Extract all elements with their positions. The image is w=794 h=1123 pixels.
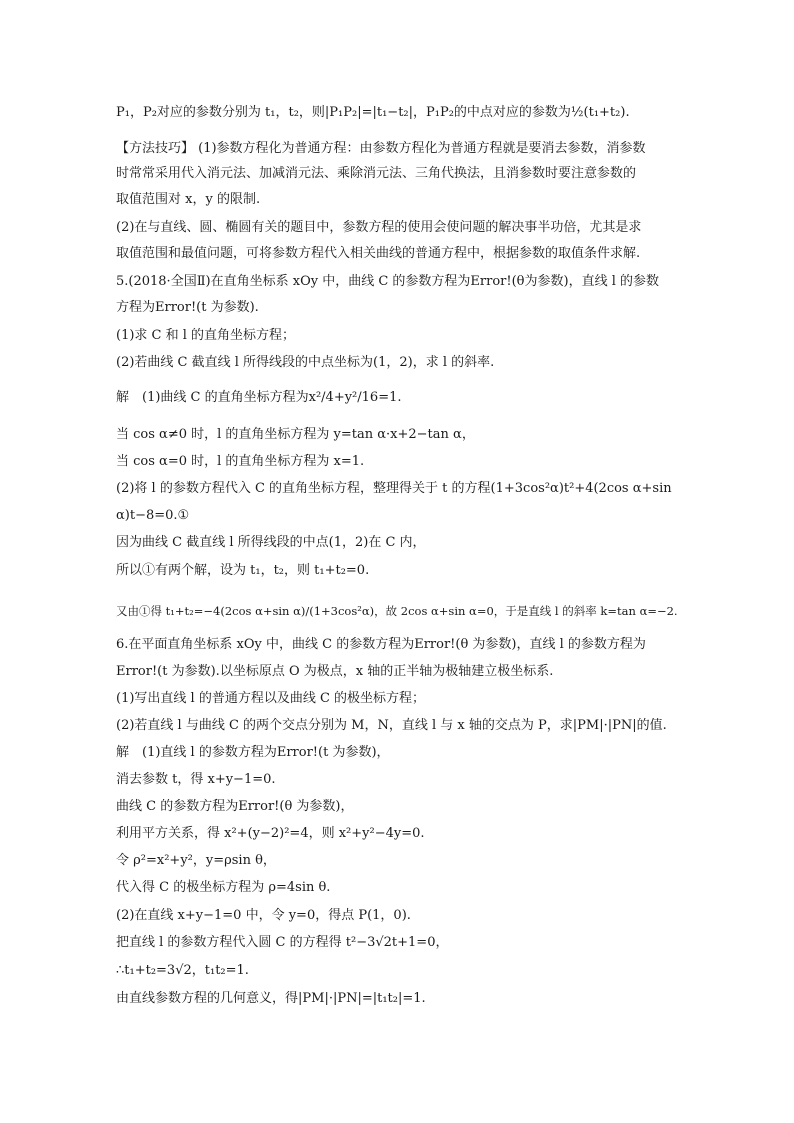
text-line: 因为曲线 C 截直线 l 所得线段的中点(1，2)在 C 内， — [116, 535, 426, 550]
text-line: P₁，P₂对应的参数分别为 t₁，t₂，则|P₁P₂|=|t₁−t₂|，P₁P₂的中点对应的参数为½(t₁+t₂). — [116, 105, 630, 120]
text-line: 时常常采用代入消元法、加减消元法、乘除消元法、三角代换法，且消参数时要注意参数的 — [116, 166, 637, 181]
text-line: 解 (1)曲线 C 的直角坐标方程为x²/4+y²/16=1. — [116, 390, 402, 405]
text-line: (2)将 l 的参数方程代入 C 的直角坐标方程，整理得关于 t 的方程(1+3cos²α)t²+4(2cos α+sin — [116, 481, 672, 496]
text-line: (1)写出直线 l 的普通方程以及曲线 C 的极坐标方程； — [116, 691, 426, 706]
text-line: 代入得 C 的极坐标方程为 ρ=4sin θ. — [116, 880, 331, 895]
text-line: 曲线 C 的参数方程为Error!(θ 为参数)， — [116, 799, 354, 814]
text-line: 方程为Error!(t 为参数). — [116, 300, 259, 315]
text-line: 解 (1)直线 l 的参数方程为Error!(t 为参数)， — [116, 745, 390, 760]
text-line: (2)在直线 x+y−1=0 中，令 y=0，得点 P(1，0). — [116, 908, 411, 923]
text-line: 取值范围对 x，y 的限制. — [116, 192, 261, 207]
text-line: (1)求 C 和 l 的直角坐标方程； — [116, 328, 296, 343]
text-line: 利用平方关系，得 x²+(y−2)²=4，则 x²+y²−4y=0. — [116, 826, 425, 841]
text-line: 6.在平面直角坐标系 xOy 中，曲线 C 的参数方程为Error!(θ 为参数)，直线 l 的参数方程为 — [116, 637, 646, 652]
text-line: 当 cos α=0 时，l 的直角坐标方程为 x=1. — [116, 454, 365, 469]
text-line: 当 cos α≠0 时，l 的直角坐标方程为 y=tan α·x+2−tan α， — [116, 427, 475, 442]
text-line: (2)若直线 l 与曲线 C 的两个交点分别为 M，N，直线 l 与 x 轴的交点为 P，求|PM|·|PN|的值. — [116, 718, 667, 733]
text-line: 取值范围和最值问题，可将参数方程代入相关曲线的普通方程中，根据参数的取值条件求解. — [116, 246, 641, 261]
text-line: (2)若曲线 C 截直线 l 所得线段的中点坐标为(1，2)，求 l 的斜率. — [116, 355, 495, 370]
text-line: 所以①有两个解，设为 t₁，t₂，则 t₁+t₂=0. — [116, 563, 370, 578]
text-line: (2)在与直线、圆、椭圆有关的题目中，参数方程的使用会使问题的解决事半功倍，尤其是求 — [116, 220, 642, 235]
text-line: 令 ρ²=x²+y²，y=ρsin θ， — [116, 853, 276, 868]
text-line: ∴t₁+t₂=3√2，t₁t₂=1. — [116, 963, 249, 978]
text-line: 把直线 l 的参数方程代入圆 C 的方程得 t²−3√2t+1=0， — [116, 935, 449, 950]
text-line: α)t−8=0.① — [116, 508, 190, 523]
text-line: 又由①得 t₁+t₂=−4(2cos α+sin α)/(1+3cos²α)，故 2cos α+sin α=0，于是直线 l 的斜率 k=tan α=−2. — [116, 604, 678, 618]
text-line: 消去参数 t，得 x+y−1=0. — [116, 772, 276, 787]
text-line: 【方法技巧】 (1)参数方程化为普通方程：由参数方程化为普通方程就是要消去参数，消参数 — [116, 141, 646, 156]
text-line: 由直线参数方程的几何意义，得|PM|·|PN|=|t₁t₂|=1. — [116, 991, 426, 1006]
text-line: 5.(2018·全国Ⅱ)在直角坐标系 xOy 中，曲线 C 的参数方程为Error!(θ为参数)，直线 l 的参数 — [116, 274, 659, 289]
text-line: Error!(t 为参数).以坐标原点 O 为极点，x 轴的正半轴为极轴建立极坐标系. — [116, 664, 554, 679]
